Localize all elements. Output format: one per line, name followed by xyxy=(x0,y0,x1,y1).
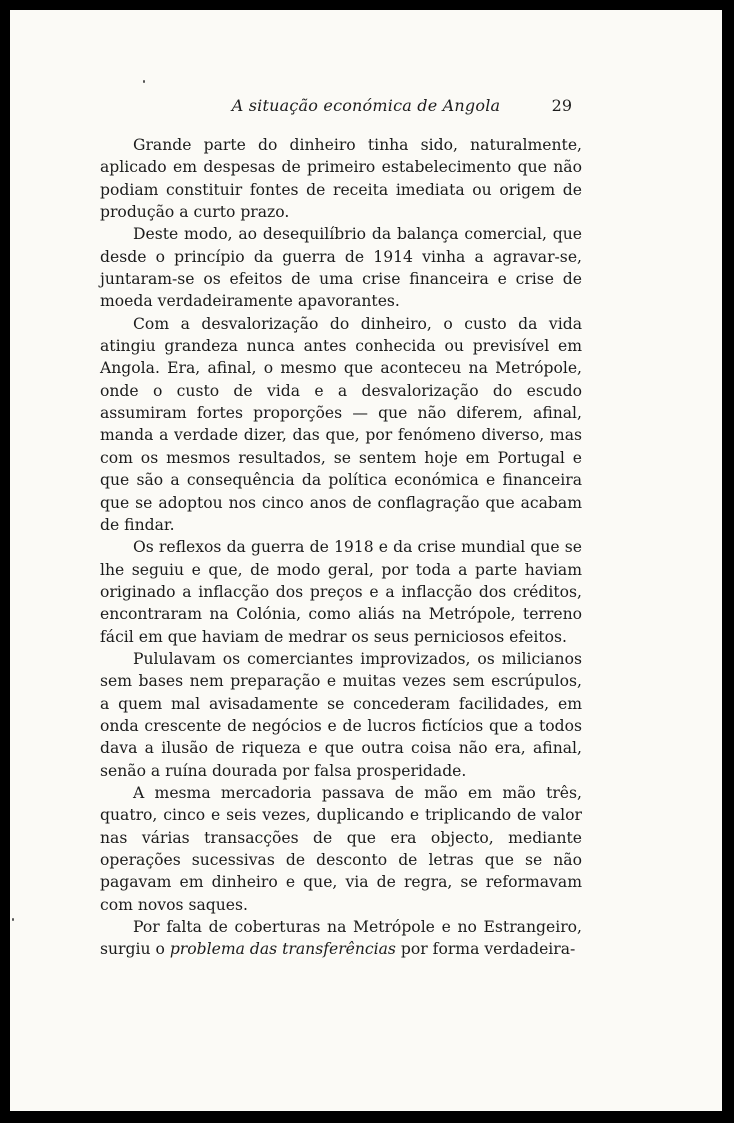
running-title: A situação económica de Angola xyxy=(231,96,501,115)
body-text xyxy=(100,134,582,961)
text-run: Por falta de coberturas na Metrópole e no Estrangeiro, surgiu o xyxy=(100,918,582,959)
print-speck xyxy=(12,918,14,921)
paragraph: Pululavam os comerciantes improvizados, os milicianos sem bases nem preparação e muitas vezes sem escrúpulos, a quem mal avisadamente se concederam facilidades, em onda crescente de negócios e de lucros fictícios que a todos dava a ilusão de riqueza e que outra coisa não era, afinal, senão a ruína dourada por falsa prosperidade. xyxy=(100,649,582,780)
page-header xyxy=(10,96,722,120)
book-page xyxy=(10,10,722,1111)
paragraph: A mesma mercadoria passava de mão em mão três, quatro, cinco e seis vezes, duplicando e triplicando de valor nas várias transacções de que era objecto, mediante operações sucessivas de desconto de letras que se não pagavam em dinheiro e que, via de regra, se reformavam com novos saques. xyxy=(100,783,582,914)
italic-term: problema das transferências xyxy=(169,940,396,959)
paragraph: Os reflexos da guerra de 1918 e da crise mundial que se lhe seguiu e que, de modo geral, por toda a parte haviam originado a inflacção dos preços e a inflacção dos créditos, encontraram na Colónia, como aliás na Metrópole, terreno fácil em que haviam de medrar os seus perniciosos efeitos. xyxy=(100,538,582,646)
paragraph: Deste modo, ao desequilíbrio da balança comercial, que desde o princípio da guerra de 1914 vinha a agravar-se, juntaram-se os efeitos de uma crise financeira e crise de moeda verdadeiramente apavorantes. xyxy=(100,225,582,311)
paragraph: Grande parte do dinheiro tinha sido, naturalmente, aplicado em despesas de primeiro estabelecimento que não podiam constituir fontes de receita imediata ou origem de produção a curto prazo. xyxy=(100,136,582,222)
paragraph: Com a desvalorização do dinheiro, o custo da vida atingiu grandeza nunca antes conhecida ou previsível em Angola. Era, afinal, o mesmo que aconteceu na Metrópole, onde o custo de vida e a desvalorização do escudo assumiram fortes proporções — que não diferem, afinal, manda a verdade dizer, das que, por fenómeno diverso, mas com os mesmos resultados, se sentem hoje em Portugal e que são a consequência da política económica e financeira que se adoptou nos cinco anos de conflagração que acabam de findar. xyxy=(100,314,582,534)
page-number: 29 xyxy=(551,96,572,115)
text-run: por forma verdadeira- xyxy=(395,940,576,959)
print-speck xyxy=(143,80,145,83)
paragraph-last xyxy=(100,916,582,961)
